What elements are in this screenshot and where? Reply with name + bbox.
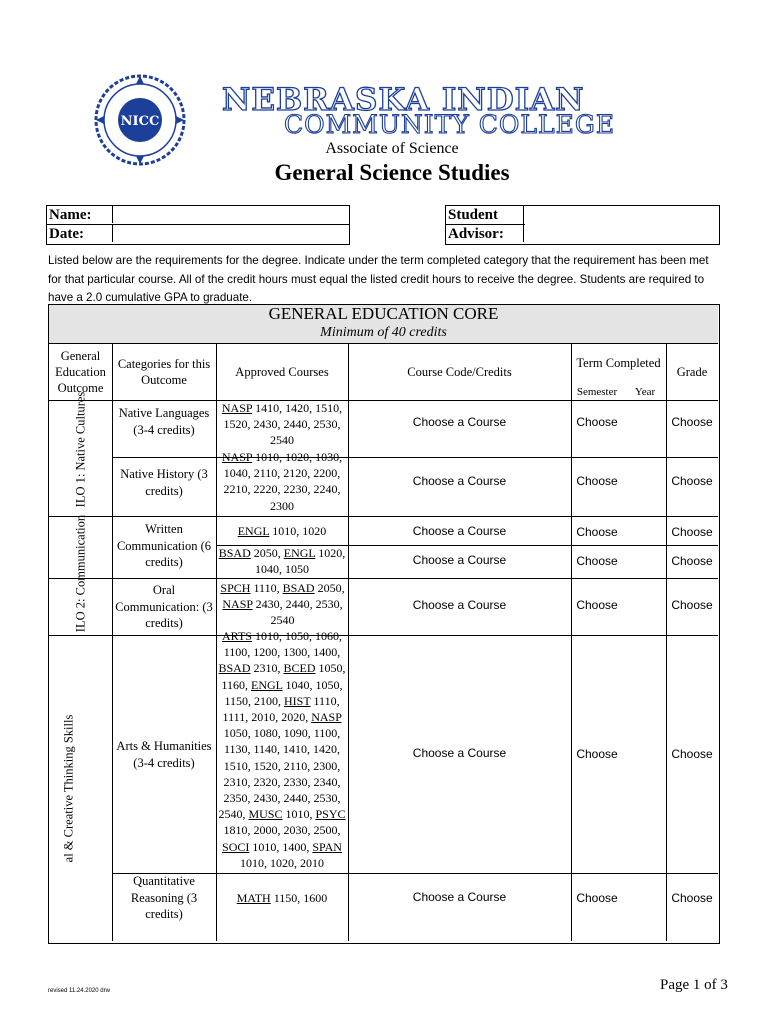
col-header-semester: Semester [576, 386, 618, 398]
course-numbers: 1810, 2000, 2030, 2500, [223, 823, 341, 838]
course-prefix: ENGL [251, 677, 283, 692]
grid-line [666, 343, 667, 941]
semester-select[interactable]: Choose [576, 525, 618, 539]
grid-line [49, 635, 718, 636]
core-title: GENERAL EDUCATION CORE [268, 304, 499, 323]
course-select[interactable]: Choose a Course [412, 598, 507, 612]
course-numbers: 1050, 1080, 1090, 1100, 1130, 1140, 1410, 1420, 1510, 1520, 2110, 2300, 2310, 2320, 2330, 2340, 2350, 2430, 2440, 2530, 2540, [218, 726, 341, 822]
course-prefix: ARTS [222, 629, 252, 643]
name-label: Name: [49, 207, 92, 223]
ilo3-text: al & Creative Thinking Skills [61, 714, 76, 863]
grid-line [49, 400, 718, 401]
col-header-approved-courses: Approved Courses [235, 365, 329, 379]
approved-courses-written-communication-2 [218, 545, 346, 578]
ilo3-label [62, 639, 77, 939]
grade-select[interactable]: Choose [671, 598, 713, 612]
date-label: Date: [49, 226, 84, 242]
approved-courses-written-communication [218, 523, 346, 543]
approved-courses-arts-humanities [218, 628, 346, 873]
category-oral-communication: Oral Communication: (3 credits) [115, 583, 213, 630]
ilo1-text: ILO 1: Native Cultures [73, 391, 88, 508]
grade-select[interactable]: Choose [671, 747, 713, 761]
course-prefix: BSAD [218, 661, 251, 676]
course-numbers: 1150, 1600 [270, 891, 328, 905]
date-field[interactable] [112, 225, 349, 242]
grid-line [112, 457, 718, 458]
ilo2-text: ILO 2: Communication [73, 514, 88, 633]
grade-select[interactable]: Choose [671, 415, 713, 429]
ilo2-label [74, 504, 89, 644]
grid-line [348, 343, 349, 941]
col-header-course-code: Course Code/Credits [407, 365, 512, 379]
course-numbers: 1410, 1420, 1510, 1520, 2430, 2440, 2530, 2540 [223, 401, 343, 448]
col-header-term-completed: Term Completed [576, 356, 661, 370]
course-numbers: 1010, [282, 807, 316, 822]
course-numbers: 2430, 2440, 2530, 2540 [252, 597, 343, 628]
category-native-history: Native History (3 credits) [120, 467, 208, 498]
course-numbers: 1050, 1160, [221, 661, 346, 692]
college-name-line1: NEBRASKA INDIAN [222, 82, 585, 118]
course-select[interactable]: Choose a Course [412, 890, 507, 904]
category-arts-humanities: Arts & Humanities (3-4 credits) [116, 739, 212, 770]
category-quantitative-reasoning: Quantitative Reasoning (3 credits) [130, 874, 198, 921]
course-numbers: 2050, [250, 546, 284, 560]
grid-line [49, 343, 718, 344]
course-prefix: HIST [284, 693, 311, 708]
semester-select[interactable]: Choose [576, 474, 618, 488]
instructions-text: Listed below are the requirements for the degree. Indicate under the term completed category that the requirement has been met for that particular course. All of the credit hours must equal the listed credit hours to receive the degree. Students are required to have a 2.0 cumulative GPA to graduate. [48, 254, 709, 304]
course-numbers: 1010, 1050, 1060, 1100, 1200, 1300, 1400, [223, 629, 342, 660]
program-title: General Science Studies [274, 160, 510, 185]
grid-line [49, 578, 718, 579]
revision-note: revised 11.24.2020 drw [48, 988, 110, 994]
college-name-line2: COMMUNITY COLLEGE [284, 110, 616, 139]
grade-select[interactable]: Choose [671, 554, 713, 568]
approved-courses-quantitative-reasoning [218, 890, 346, 910]
col-header-categories: Categories for this Outcome [117, 357, 211, 387]
course-select[interactable]: Choose a Course [412, 746, 507, 760]
course-numbers: 1110, [250, 581, 283, 595]
grid-line [216, 343, 217, 941]
student-advisor-field[interactable] [523, 206, 718, 242]
grid-line [49, 516, 718, 517]
course-prefix: MATH [236, 891, 271, 905]
semester-select[interactable]: Choose [576, 554, 618, 568]
semester-select[interactable]: Choose [576, 747, 618, 761]
core-subtitle: Minimum of 40 credits [320, 325, 447, 340]
course-prefix: NASP [222, 597, 253, 612]
course-prefix: PSYC [315, 807, 346, 822]
course-numbers: 2050, [314, 581, 345, 595]
category-native-languages: Native Languages (3-4 credits) [118, 406, 210, 437]
name-field[interactable] [112, 206, 349, 223]
col-header-year: Year [634, 386, 656, 398]
course-prefix: ENGL [283, 546, 316, 560]
category-written-communication: Written Communication (6 credits) [116, 522, 212, 569]
course-numbers: 1110, 1111, 2010, 2020, [222, 693, 340, 725]
course-numbers: 2310, [250, 661, 284, 676]
degree-title: Associate of Science [325, 140, 459, 157]
course-select[interactable]: Choose a Course [412, 524, 507, 538]
course-prefix: SPAN [312, 839, 342, 854]
grid-line [571, 343, 572, 941]
course-prefix: NASP [221, 450, 253, 464]
approved-courses-native-history [218, 449, 346, 517]
course-prefix: SOCI [222, 839, 250, 854]
semester-select[interactable]: Choose [576, 415, 618, 429]
course-prefix: BSAD [282, 581, 315, 595]
course-prefix: BCED [283, 661, 316, 676]
grade-select[interactable]: Choose [671, 525, 713, 539]
col-header-grade: Grade [676, 365, 708, 379]
student-label: Student [448, 207, 499, 223]
course-numbers: 1010, 1020, 1030, 1040, 2110, 2120, 2200, 2210, 2220, 2230, 2240, 2300 [223, 450, 343, 513]
course-prefix: NASP [311, 710, 342, 725]
course-numbers: 1010, 1020, 2010 [240, 855, 324, 870]
course-numbers: 1040, 1050, 1150, 2100, [224, 677, 343, 708]
course-select[interactable]: Choose a Course [412, 474, 507, 488]
course-select[interactable]: Choose a Course [412, 553, 507, 567]
course-select[interactable]: Choose a Course [412, 415, 507, 429]
logo-text: NICC [120, 114, 160, 129]
course-prefix: SPCH [220, 581, 251, 595]
course-numbers: 1010, 1020 [269, 524, 327, 538]
approved-courses-oral-communication [217, 580, 348, 635]
col-header-outcome: General Education Outcome [55, 349, 106, 395]
course-prefix: BSAD [218, 546, 251, 560]
course-prefix: NASP [221, 401, 253, 415]
advisor-label: Advisor: [448, 226, 504, 242]
grade-select[interactable]: Choose [671, 891, 713, 905]
page-number: Page 1 of 3 [660, 977, 728, 993]
semester-select[interactable]: Choose [576, 598, 618, 612]
ilo1-label [74, 390, 89, 510]
course-prefix: MUSC [248, 807, 283, 822]
grade-select[interactable]: Choose [671, 474, 713, 488]
course-numbers: 1010, 1400, [249, 839, 313, 854]
course-numbers: 1020, 1040, 1050 [255, 546, 346, 577]
course-prefix: ENGL [237, 524, 270, 538]
semester-select[interactable]: Choose [576, 891, 618, 905]
advisor-label-divider [445, 224, 525, 225]
